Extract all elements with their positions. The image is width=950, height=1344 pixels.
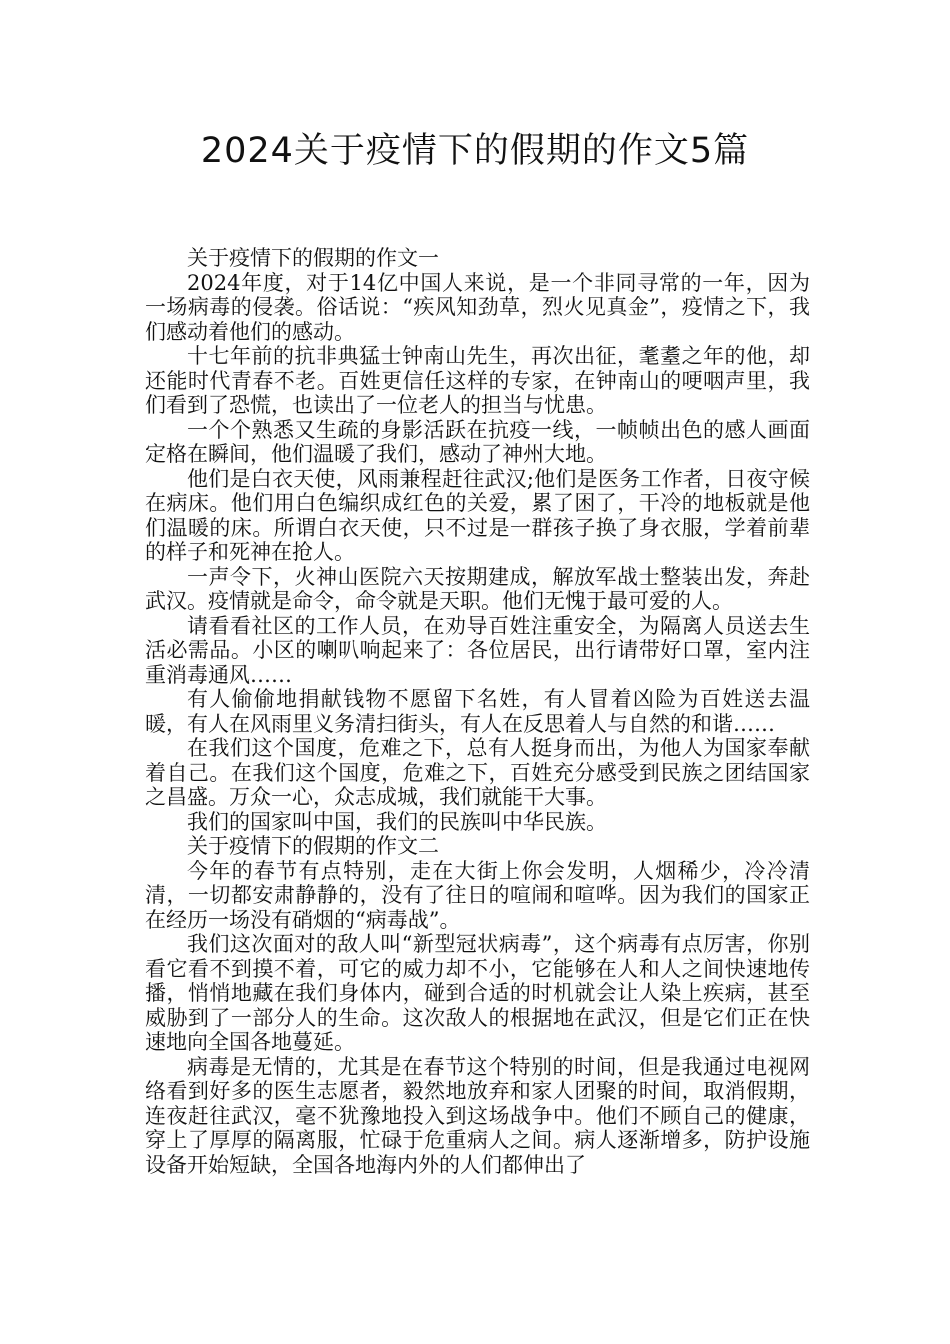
section-heading-1: 关于疫情下的假期的作文一 [187, 246, 439, 270]
section-heading-2: 关于疫情下的假期的作文二 [187, 834, 439, 858]
paragraph: 一个个熟悉又生疏的身影活跃在抗疫一线，一帧帧出色的感人画面定格在瞬间，他们温暖了我们，感动了神州大地。 [145, 417, 810, 466]
paragraph: 2024年度，对于14亿中国人来说，是一个非同寻常的一年，因为一场病毒的侵袭。俗话说：“疾风知劲草，烈火见真金”，疫情之下，我们感动着他们的感动。 [145, 270, 810, 344]
paragraph: 今年的春节有点特别，走在大街上你会发明，人烟稀少，冷冷清清，一切都安肃静静的，没有了往日的喧闹和喧哗。因为我们的国家正在经历一场没有硝烟的“病毒战”。 [145, 858, 810, 932]
paragraph: 病毒是无情的，尤其是在春节这个特别的时间，但是我通过电视网络看到好多的医生志愿者，毅然地放弃和家人团聚的时间，取消假期，连夜赶往武汉，毫不犹豫地投入到这场战争中。他们不顾自己的健康，穿上了厚厚的隔离服，忙碌于危重病人之间。病人逐渐增多，防护设施设备开始短缺，全国各地海内外的人们都伸出了 [145, 1054, 810, 1177]
paragraph: 他们是白衣天使，风雨兼程赶往武汉;他们是医务工作者，日夜守候在病床。他们用白色编织成红色的关爱，累了困了，干冷的地板就是他们温暖的床。所谓白衣天使，只不过是一群孩子换了身衣服，学着前辈的样子和死神在抢人。 [145, 466, 810, 564]
paragraph: 十七年前的抗非典猛士钟南山先生，再次出征，耄耋之年的他，却还能时代青春不老。百姓更信任这样的专家，在钟南山的哽咽声里，我们看到了恐慌，也读出了一位老人的担当与忧患。 [145, 344, 810, 417]
paragraph: 请看看社区的工作人员，在劝导百姓注重安全，为隔离人员送去生活必需品。小区的喇叭响起来了：各位居民，出行请带好口罩，室内注重消毒通风…… [145, 613, 810, 687]
paragraph: 我们的国家叫中国，我们的民族叫中华民族。 [187, 809, 607, 834]
document-body [145, 246, 810, 1177]
paragraph: 在我们这个国度，危难之下，总有人挺身而出，为他人为国家奉献着自己。在我们这个国度，危难之下，百姓充分感受到民族之团结国家之昌盛。万众一心，众志成城，我们就能干大事。 [145, 736, 810, 809]
paragraph: 有人偷偷地捐献钱物不愿留下名姓，有人冒着凶险为百姓送去温暖，有人在风雨里义务清扫街头，有人在反思着人与自然的和谐…… [145, 687, 810, 736]
paragraph: 一声令下，火神山医院六天按期建成，解放军战士整装出发，奔赴武汉。疫情就是命令，命令就是天职。他们无愧于最可爱的人。 [145, 564, 810, 613]
paragraph: 我们这次面对的敌人叫“新型冠状病毒”，这个病毒有点厉害，你别看它看不到摸不着，可它的威力却不小，它能够在人和人之间快速地传播，悄悄地藏在我们身体内，碰到合适的时机就会让人染上疾病，甚至威胁到了一部分人的生命。这次敌人的根据地在武汉，但是它们正在快速地向全国各地蔓延。 [145, 932, 810, 1054]
document-title: 2024关于疫情下的假期的作文5篇 [200, 131, 750, 171]
